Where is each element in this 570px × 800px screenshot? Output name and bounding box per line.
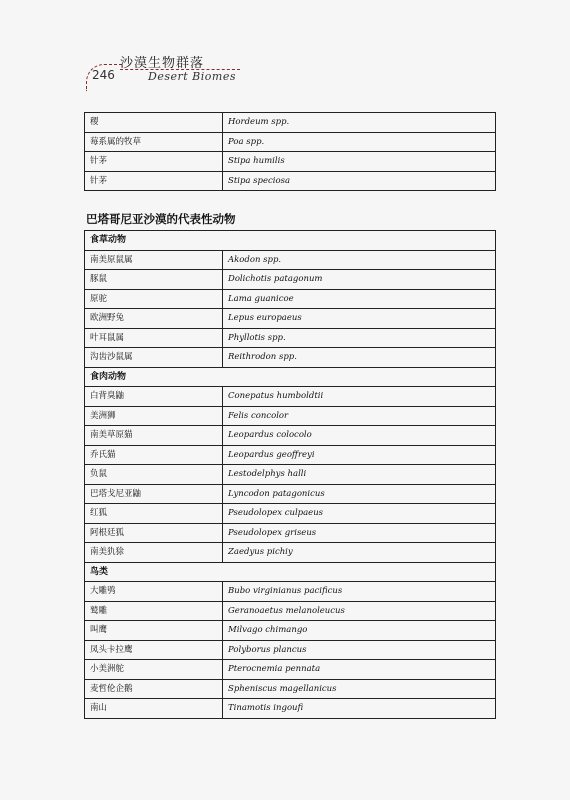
table-row xyxy=(85,289,496,309)
scientific-name-cell: Bubo virginianus pacificus xyxy=(223,582,496,602)
common-name-cell: 欧洲野兔 xyxy=(85,309,223,329)
scientific-name-cell: Lepus europaeus xyxy=(223,309,496,329)
common-name-cell: 叶耳鼠属 xyxy=(85,328,223,348)
table-row xyxy=(85,523,496,543)
common-name-cell: 南美草原猫 xyxy=(85,426,223,446)
scientific-name-cell: Hordeum spp. xyxy=(223,113,496,133)
table-row xyxy=(85,171,496,191)
scientific-name-cell: Lama guanicoe xyxy=(223,289,496,309)
common-name-cell: 鹫雕 xyxy=(85,601,223,621)
scientific-name-cell: Spheniscus magellanicus xyxy=(223,679,496,699)
table-row xyxy=(85,387,496,407)
table-row xyxy=(85,270,496,290)
scientific-name-cell: Geranoaetus melanoleucus xyxy=(223,601,496,621)
common-name-cell: 小美洲鸵 xyxy=(85,660,223,680)
scientific-name-cell: Pseudolopex griseus xyxy=(223,523,496,543)
table-row xyxy=(85,660,496,680)
scientific-name-cell: Reithrodon spp. xyxy=(223,348,496,368)
common-name-cell: 美洲狮 xyxy=(85,406,223,426)
group-header-row xyxy=(85,562,496,582)
table-row xyxy=(85,601,496,621)
table-row xyxy=(85,504,496,524)
table-row xyxy=(85,328,496,348)
scientific-name-cell: Milvago chimango xyxy=(223,621,496,641)
section-title: 巴塔哥尼亚沙漠的代表性动物 xyxy=(86,212,236,226)
group-heading: 鸟类 xyxy=(85,562,496,582)
common-name-cell: 叫鹰 xyxy=(85,621,223,641)
scientific-name-cell: Pseudolopex culpaeus xyxy=(223,504,496,524)
scientific-name-cell: Akodon spp. xyxy=(223,250,496,270)
common-name-cell: 针茅 xyxy=(85,152,223,172)
table-row xyxy=(85,465,496,485)
group-heading: 食肉动物 xyxy=(85,367,496,387)
common-name-cell: 针茅 xyxy=(85,171,223,191)
table-row xyxy=(85,348,496,368)
scientific-name-cell: Zaedyus pichiy xyxy=(223,543,496,563)
common-name-cell: 乔氏猫 xyxy=(85,445,223,465)
common-name-cell: 负鼠 xyxy=(85,465,223,485)
running-title: 沙漠生物群落 xyxy=(120,56,205,71)
common-name-cell: 豚鼠 xyxy=(85,270,223,290)
table-row xyxy=(85,582,496,602)
scientific-name-cell: Conepatus humboldtii xyxy=(223,387,496,407)
table-row xyxy=(85,250,496,270)
scientific-name-cell: Lestodelphys halli xyxy=(223,465,496,485)
page-header xyxy=(86,50,506,90)
common-name-cell: 巴塔戈尼亚鼬 xyxy=(85,484,223,504)
common-name-cell: 稷 xyxy=(85,113,223,133)
group-header-row xyxy=(85,367,496,387)
common-name-cell: 南美原鼠属 xyxy=(85,250,223,270)
common-name-cell: 白背臭鼬 xyxy=(85,387,223,407)
common-name-cell: 凤头卡拉鹰 xyxy=(85,640,223,660)
scientific-name-cell: Poa spp. xyxy=(223,132,496,152)
table-row xyxy=(85,679,496,699)
scientific-name-cell: Lyncodon patagonicus xyxy=(223,484,496,504)
table-row xyxy=(85,621,496,641)
common-name-cell: 原驼 xyxy=(85,289,223,309)
scientific-name-cell: Leopardus colocolo xyxy=(223,426,496,446)
table-row xyxy=(85,406,496,426)
scientific-name-cell: Leopardus geoffreyi xyxy=(223,445,496,465)
table-row xyxy=(85,113,496,133)
common-name-cell: 沟齿沙鼠属 xyxy=(85,348,223,368)
table-row xyxy=(85,445,496,465)
common-name-cell: 南美犰狳 xyxy=(85,543,223,563)
common-name-cell: 大雕鸮 xyxy=(85,582,223,602)
page-number: 246 xyxy=(92,68,115,82)
table-row xyxy=(85,309,496,329)
scientific-name-cell: Pterocnemia pennata xyxy=(223,660,496,680)
scientific-name-cell: Polyborus plancus xyxy=(223,640,496,660)
common-name-cell: 南山 xyxy=(85,699,223,719)
table-row xyxy=(85,484,496,504)
common-name-cell: 莓系属的牧草 xyxy=(85,132,223,152)
scientific-name-cell: Stipa speciosa xyxy=(223,171,496,191)
table-row xyxy=(85,699,496,719)
scientific-name-cell: Phyllotis spp. xyxy=(223,328,496,348)
common-name-cell: 红狐 xyxy=(85,504,223,524)
animal-species-table xyxy=(84,230,496,719)
table-row xyxy=(85,543,496,563)
plant-species-table xyxy=(84,112,496,191)
scientific-name-cell: Stipa humilis xyxy=(223,152,496,172)
table-row xyxy=(85,640,496,660)
table-row xyxy=(85,132,496,152)
group-header-row xyxy=(85,231,496,251)
running-subtitle: Desert Biomes xyxy=(148,70,236,83)
table-row xyxy=(85,426,496,446)
common-name-cell: 麦哲伦企鹅 xyxy=(85,679,223,699)
scientific-name-cell: Dolichotis patagonum xyxy=(223,270,496,290)
common-name-cell: 阿根廷狐 xyxy=(85,523,223,543)
table-row xyxy=(85,152,496,172)
scientific-name-cell: Tinamotis ingoufi xyxy=(223,699,496,719)
scientific-name-cell: Felis concolor xyxy=(223,406,496,426)
group-heading: 食草动物 xyxy=(85,231,496,251)
